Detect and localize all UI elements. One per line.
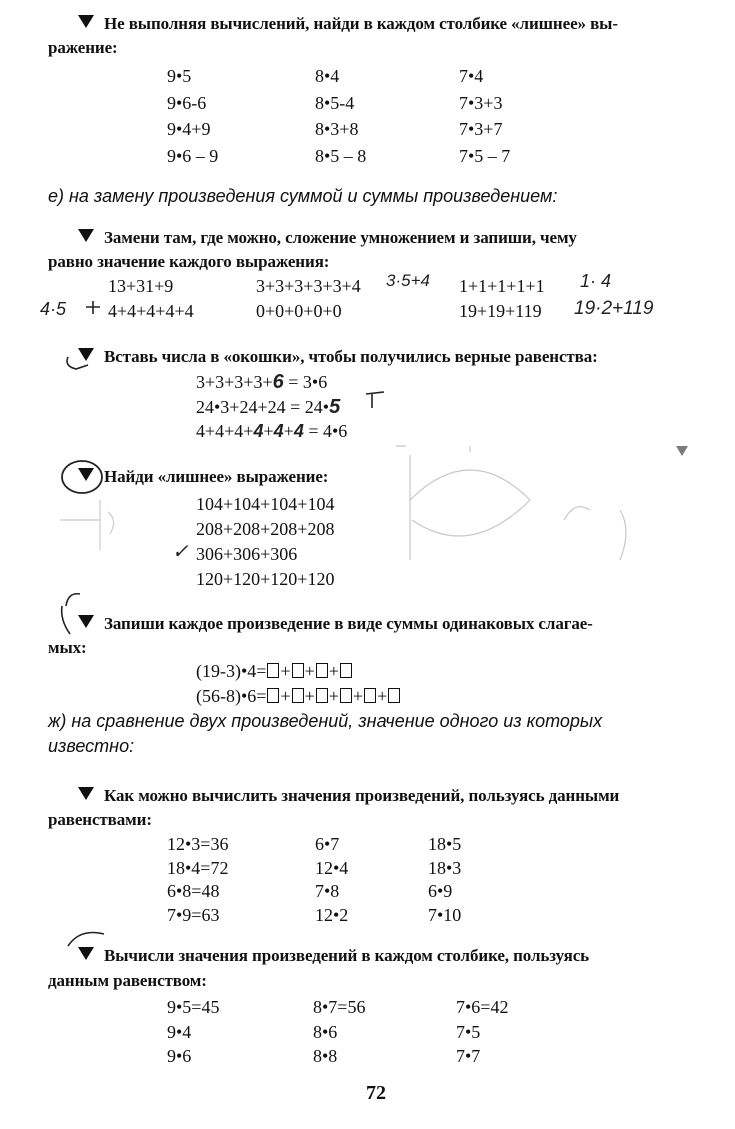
section-heading-zh-cont: известно: [48, 736, 135, 756]
task-odd-columns-text-cont: ражение: [48, 38, 118, 57]
triangle-bullet-icon [78, 787, 94, 800]
column-3 [456, 995, 508, 1069]
expression: 18•5 [428, 834, 462, 854]
empty-box-icon [364, 688, 376, 703]
expression: 9•6 – 9 [167, 145, 219, 166]
section-heading-e: е) на замену произведения суммой и суммы произведением: [48, 186, 558, 206]
expression: 7•9=63 [167, 904, 220, 925]
column-1 [167, 833, 228, 927]
handwritten-digit: 4 [253, 421, 264, 441]
handwritten-digit: 4 [273, 421, 284, 441]
task-replace-text: Замени там, где можно, сложение умножением и запиши, чему [78, 228, 577, 248]
expression: 8•5 – 8 [315, 145, 367, 166]
equation-1: 3+3+3+3+6 = 3•6 [196, 371, 328, 393]
expression: 7•3+3 [459, 92, 503, 113]
expression: 18•4=72 [167, 857, 229, 878]
expression: 1+1+1+1+1 [459, 276, 545, 296]
expression: 9•5=45 [167, 997, 220, 1017]
triangle-bullet-icon [78, 468, 94, 481]
bleed-through-icon [396, 446, 530, 560]
bleed-through-icon [60, 500, 114, 550]
expression: 6•9 [428, 881, 453, 901]
handwritten-digit: 6 [272, 371, 284, 393]
expression: 12•3=36 [167, 834, 229, 854]
task-how-text: Как можно вычислить значения произведений, пользуясь данными [78, 786, 619, 806]
expression: 7•5 [456, 1021, 481, 1042]
section-heading-zh: ж) на сравнение двух произведений, значение одного из которых [48, 711, 603, 731]
page-number: 72 [366, 1082, 386, 1104]
expression: 19+19+119 [459, 301, 542, 321]
triangle-bullet-icon [78, 615, 94, 628]
expression: 7•8 [315, 881, 340, 901]
task-how-text-cont: равенствами: [48, 810, 152, 829]
task-write-sum-text-cont: мых: [48, 638, 87, 657]
handwritten-answer: 4·5 [40, 299, 67, 319]
column-1 [167, 63, 218, 169]
empty-box-icon [292, 663, 304, 678]
equation-2: 24•3+24+24 = 24•5 [196, 396, 341, 418]
expression: 8•7=56 [313, 997, 366, 1017]
empty-box-icon [292, 688, 304, 703]
empty-box-icon [388, 688, 400, 703]
empty-box-icon [267, 688, 279, 703]
column-2 [315, 63, 366, 169]
task-odd-columns-text: Не выполняя вычислений, найди в каждом столбике «лишнее» вы- [78, 14, 618, 34]
expression: 306+306+306 [196, 544, 298, 564]
expression: 8•5-4 [315, 92, 355, 113]
triangle-bullet-icon [78, 348, 94, 361]
expression: 120+120+120+120 [196, 569, 335, 589]
column-2 [313, 995, 365, 1069]
expression: 7•7 [456, 1046, 481, 1066]
expression: 13+31+9 [108, 276, 174, 296]
empty-box-icon [316, 688, 328, 703]
expression: 208+208+208+208 [196, 519, 335, 539]
expression: 7•6=42 [456, 997, 509, 1017]
task-write-sum-text: Запиши каждое произведение в виде суммы одинаковых слагае- [78, 614, 593, 634]
handwritten-digit: 5 [329, 396, 341, 418]
column-3 [459, 63, 510, 169]
expression: 9•6 [167, 1046, 192, 1066]
handwritten-digit: 4 [293, 421, 304, 441]
task-find-odd-text: Найди «лишнее» выражение: [78, 467, 328, 487]
expression: 9•4 [167, 1021, 192, 1042]
column-2 [315, 833, 348, 927]
task-compute-text-cont: данным равенством: [48, 971, 207, 990]
expression: 7•4 [459, 66, 484, 86]
equation-3: 4+4+4+4+4+4 = 4•6 [196, 421, 348, 441]
task-compute-text: Вычисли значения произведений в каждом столбике, пользуясь [78, 946, 589, 966]
expression: 8•4 [315, 66, 340, 86]
odd-list [196, 492, 334, 592]
handwritten-answer: 1· 4 [580, 271, 612, 291]
task-insert-text: Вставь числа в «окошки», чтобы получились верные равенства: [78, 347, 598, 367]
expression: 8•3+8 [315, 119, 359, 139]
pen-stroke-icon [366, 392, 384, 408]
product-to-sum-2: (56-8)•6= + + + + + [196, 686, 401, 707]
expression: 4+4+4+4+4 [108, 301, 194, 321]
empty-box-icon [340, 688, 352, 703]
bleed-through-icon [564, 507, 626, 560]
expression: 9•6-6 [167, 92, 207, 113]
triangle-bullet-icon [78, 15, 94, 28]
empty-box-icon [316, 663, 328, 678]
expression: 8•8 [313, 1046, 338, 1066]
empty-box-icon [340, 663, 352, 678]
expression: 12•4 [315, 857, 349, 878]
plus-mark-icon [86, 301, 100, 314]
triangle-bullet-icon [78, 947, 94, 960]
handwritten-answer: 3·5+4 [386, 271, 430, 290]
empty-box-icon [267, 663, 279, 678]
expression: 9•4+9 [167, 119, 211, 139]
column-3 [428, 833, 461, 927]
expression: 7•3+7 [459, 119, 503, 139]
expression: 8•6 [313, 1021, 338, 1042]
expression: 7•5 – 7 [459, 145, 511, 166]
expression: 6•8=48 [167, 881, 220, 901]
pen-stroke-icon [68, 933, 104, 947]
expression: 12•2 [315, 904, 349, 925]
expression: 18•3 [428, 857, 462, 878]
column-1 [167, 995, 219, 1069]
triangle-bullet-icon [78, 229, 94, 242]
product-to-sum-1: (19-3)•4= + + + [196, 661, 353, 682]
expression: 7•10 [428, 904, 462, 925]
checkmark-icon: ✓ [172, 541, 189, 563]
expression: 3+3+3+3+3+4 [256, 276, 361, 296]
expression: 6•7 [315, 834, 340, 854]
expression: 9•5 [167, 66, 192, 86]
task-replace-text-cont: равно значение каждого выражения: [48, 252, 330, 271]
expression: 0+0+0+0+0 [256, 301, 342, 321]
handwritten-answer: 19·2+119 [574, 298, 654, 319]
bleed-through-icon [676, 446, 688, 456]
expression: 104+104+104+104 [196, 494, 335, 514]
